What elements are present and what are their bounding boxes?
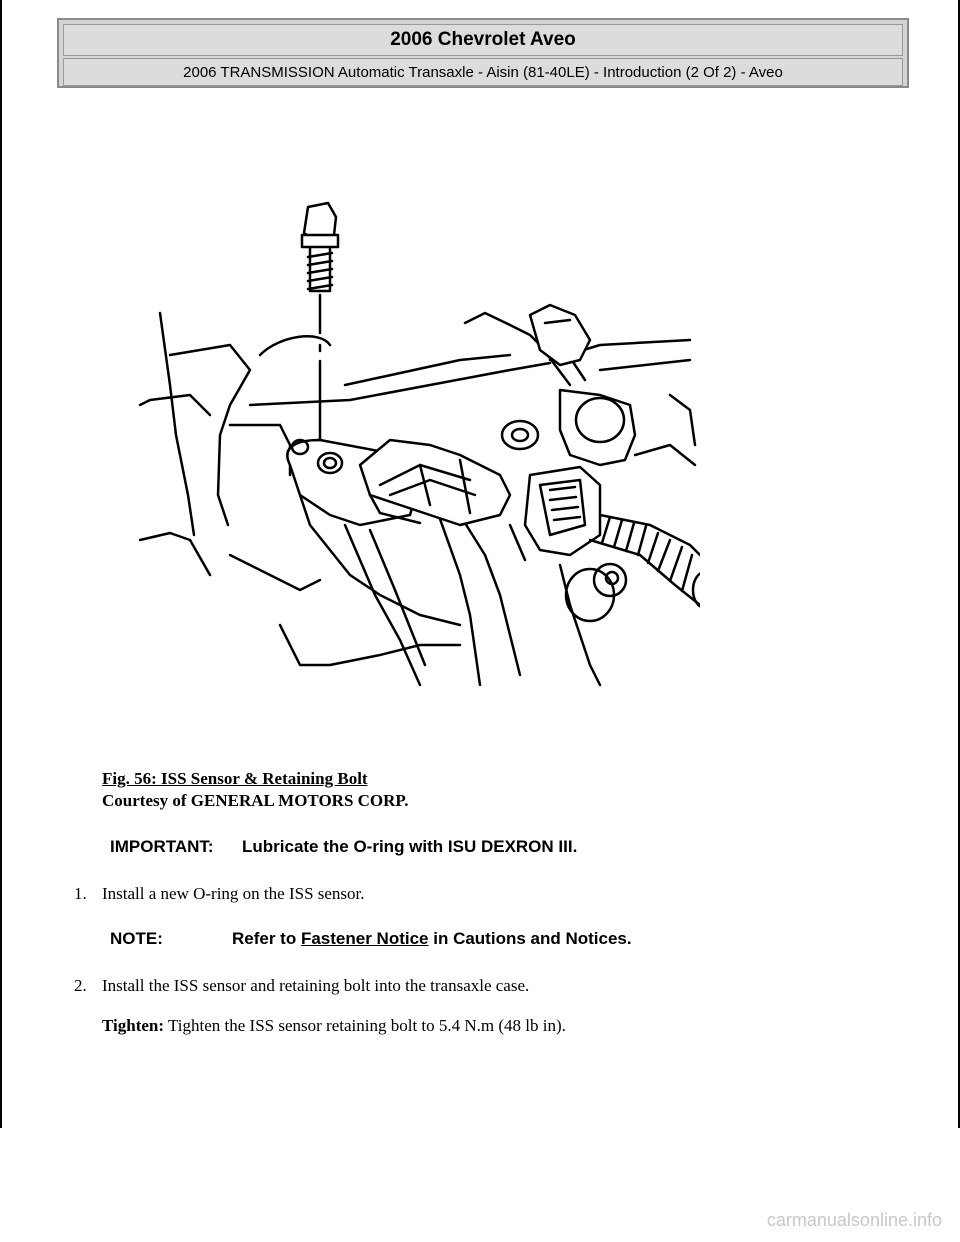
document-header <box>57 18 909 88</box>
important-label: IMPORTANT: <box>110 837 214 856</box>
step-number: 2. <box>74 976 87 995</box>
tighten-label: Tighten: <box>102 1016 165 1035</box>
header-title: 2006 Chevrolet Aveo <box>63 24 903 56</box>
note-suffix: in Cautions and Notices. <box>428 929 632 948</box>
step-text: Install the ISS sensor and retaining bolt into the transaxle case. <box>102 976 530 995</box>
fastener-notice-link[interactable]: Fastener Notice <box>300 929 429 948</box>
figure-caption-credit: Courtesy of GENERAL MOTORS CORP. <box>102 791 409 810</box>
step-number: 1. <box>74 884 87 903</box>
site-watermark: carmanualsonline.info <box>766 1210 942 1230</box>
important-notice <box>110 837 577 857</box>
step-text: Install a new O-ring on the ISS sensor. <box>102 884 365 903</box>
step-item <box>74 884 365 904</box>
figure-caption-title[interactable]: Fig. 56: ISS Sensor & Retaining Bolt <box>102 769 368 788</box>
iss-sensor-illustration <box>130 195 700 695</box>
tighten-spec <box>102 1016 566 1036</box>
page-border-left <box>0 0 2 1128</box>
figure-caption <box>102 768 409 812</box>
note-label: NOTE: <box>110 929 163 948</box>
note-notice <box>110 929 632 949</box>
header-subtitle: 2006 TRANSMISSION Automatic Transaxle - Aisin (81-40LE) - Introduction (2 Of 2) - Aveo <box>63 58 903 86</box>
tighten-text: Tighten the ISS sensor retaining bolt to 5.4 N.m (48 lb in). <box>164 1016 566 1035</box>
note-prefix: Refer to <box>232 929 301 948</box>
step-item <box>74 976 529 996</box>
important-text: Lubricate the O-ring with ISU DEXRON III. <box>242 837 578 856</box>
